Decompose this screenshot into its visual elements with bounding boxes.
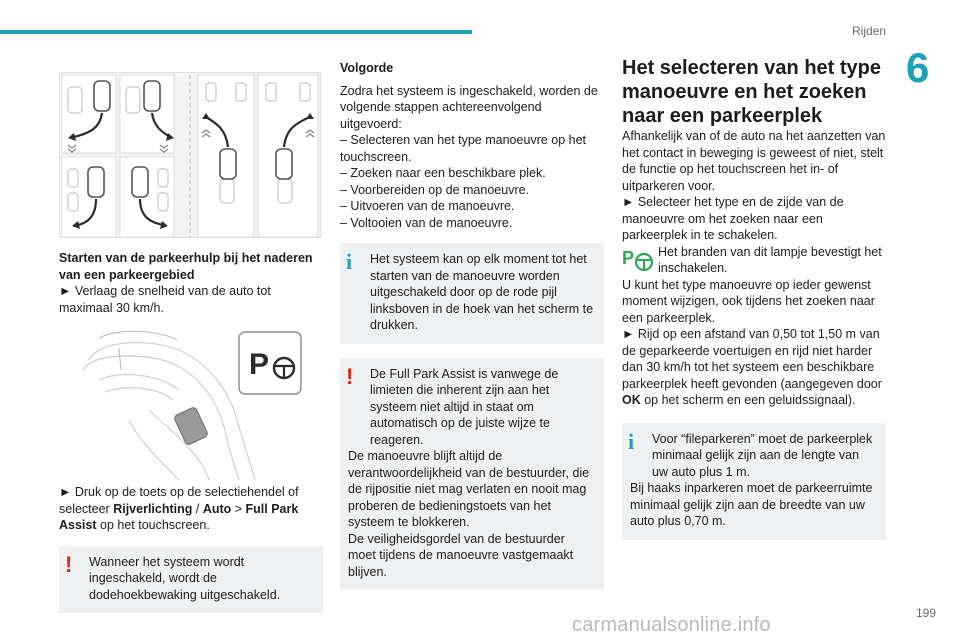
watermark: carmanualsonline.info <box>572 614 771 636</box>
step2-pre: ► Druk op de toets op de selectiehendel of selecteer <box>59 485 299 516</box>
menu-auto: Auto <box>202 501 232 516</box>
step2-post: op het touchscreen. <box>96 518 210 532</box>
svg-text:P: P <box>622 247 635 268</box>
page-number: 199 <box>916 606 937 620</box>
step2-sep2: > <box>231 501 246 516</box>
info-text: Bij haaks inparkeren moet de parkeerruimte minimaal gelijk zijn aan de breedte van uw auto plus 0,70 m. <box>630 481 873 528</box>
lamp-text: Het branden van dit lampje bevestigt het inschakelen. <box>658 244 882 275</box>
step-press-button <box>59 484 323 534</box>
top-accent-bar <box>0 30 472 34</box>
info-note-dimensions <box>622 423 886 540</box>
info-note-cancel <box>340 243 604 344</box>
ok-label: OK <box>622 393 641 407</box>
volgorde-step: – Selecteren van het type manoeuvre op het touchscreen. <box>340 133 586 164</box>
volgorde-step: – Uitvoeren van de manoeuvre. <box>340 199 515 213</box>
paragraph: ► Selecteer het type en de zijde van de manoeuvre om het zoeken naar een parkeerplek in te schakelen. <box>622 195 844 242</box>
chapter-number: 6 <box>906 44 930 91</box>
warning-text: De veiligheidsgordel van de bestuurder moet tijdens de manoeuvre vastgemaakt blijven. <box>348 531 574 579</box>
step-reduce-speed: ► Verlaag de snelheid van de auto tot maximaal 30 km/h. <box>59 284 271 315</box>
warning-note-blindspot <box>59 546 323 614</box>
volgorde-intro: Zodra het systeem is ingeschakeld, worden de volgende stappen achtereenvolgend uitgevoerd: <box>340 83 598 131</box>
p4-post: op het scherm en een geluidssignaal). <box>640 393 856 407</box>
info-icon: i <box>346 249 353 274</box>
warning-note-limits <box>340 358 604 591</box>
menu-rijverlichting: Rijverlichting <box>113 501 193 516</box>
p4-pre: ► Rijd op een afstand van 0,50 tot 1,50 m van de geparkeerde voertuigen en rijd niet harder dan 30 km/h tot het systeem een beschikbare parkeerplek heeft gevonden (aangegeven door <box>622 327 882 391</box>
menu-full-park-assist: Full Park Assist <box>59 501 299 532</box>
info-text: Voor “fileparkeren” moet de parkeerplek minimaal gelijk zijn aan de lengte van uw auto plus 1 m. <box>652 431 873 479</box>
parking-maneuver-illustration <box>59 72 321 238</box>
column-left <box>59 72 323 613</box>
warning-text: Wanneer het systeem wordt ingeschakeld, wordt de dodehoekbewaking uitgeschakeld. <box>89 554 281 602</box>
warning-text: De Full Park Assist is vanwege de limieten die inherent zijn aan het systeem niet altijd in staat om automatisch op de juiste wijze te reageren. <box>370 366 559 447</box>
volgorde-step: – Voltooien van de manoeuvre. <box>340 215 513 230</box>
warning-text: De manoeuvre blijft altijd de verantwoordelijkheid van de bestuurder, die de rijpositie niet mag verlaten en nooit mag proberen de bedieningstoets van het systeem te blokkeren. <box>348 449 590 529</box>
volgorde-step: – Zoeken naar een beschikbare plek. <box>340 166 546 180</box>
column-right <box>622 56 886 540</box>
volgorde-step: – Voorbereiden op de manoeuvre. <box>340 182 530 197</box>
lamp-row <box>622 244 886 277</box>
info-text: Het systeem kan op elk moment tot het starten van de manoeuvre worden uitgeschakeld door op de rode pijl linksboven in de hoek van het scherm te drukken. <box>370 252 594 332</box>
paragraph <box>622 326 886 409</box>
paragraph: U kunt het type manoeuvre op ieder gewenst moment wijzigen, ook tijdens het zoeken naar een parkeerplek. <box>622 277 875 325</box>
warning-icon: ! <box>65 551 73 577</box>
section-heading-volgorde: Volgorde <box>340 61 394 75</box>
svg-text:P: P <box>249 348 270 381</box>
column-middle <box>340 60 604 590</box>
park-assist-icon <box>622 246 654 274</box>
paragraph: Afhankelijk van of de auto na het aanzetten van het contact in beweging is geweest of niet, stelt de functie op het touchscreen het in- of uitparkeren voor. <box>622 129 886 193</box>
step2-sep1: / <box>192 501 203 516</box>
warning-icon: ! <box>346 363 354 389</box>
info-icon: i <box>628 428 635 454</box>
gear-selector-illustration <box>59 330 321 480</box>
section-heading-start: Starten van de parkeerhulp bij het naderen van een parkeergebied <box>59 251 313 282</box>
section-title: Rijden <box>852 24 887 38</box>
page-title: Het selecteren van het type manoeuvre en het zoeken naar een parkeerplek <box>622 57 881 127</box>
